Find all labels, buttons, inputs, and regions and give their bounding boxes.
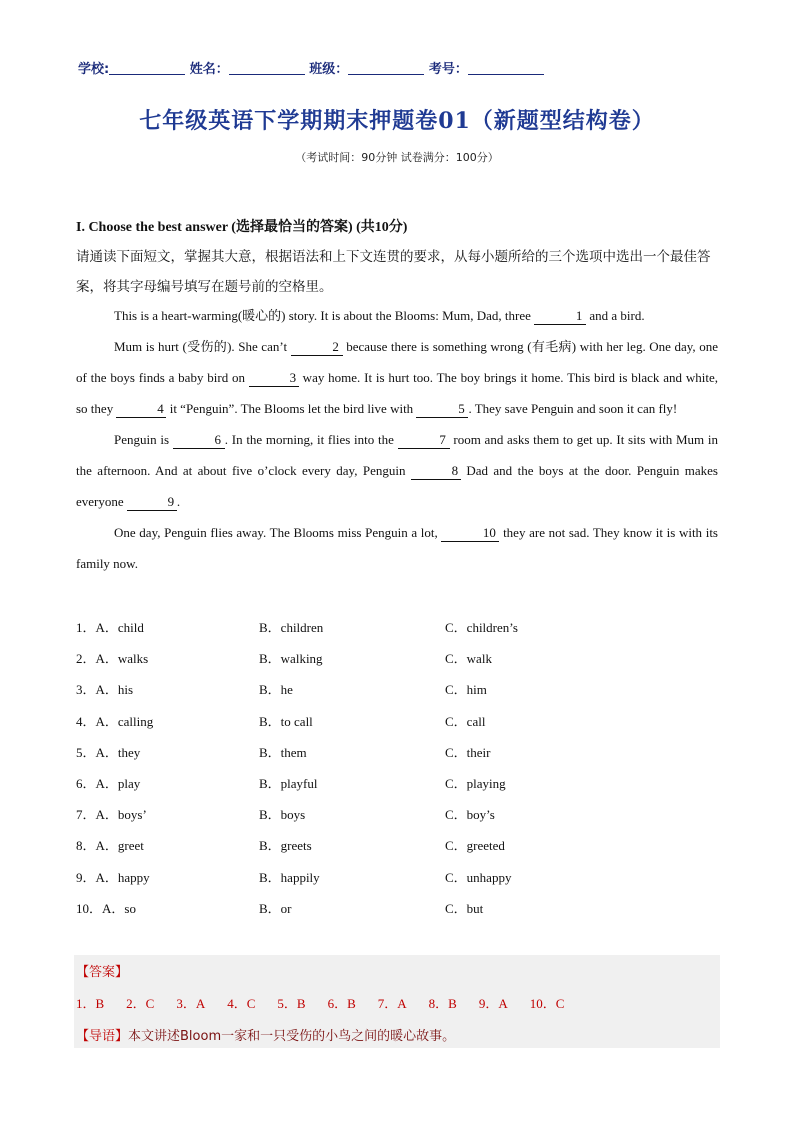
answer-item: 3．A — [176, 996, 206, 1011]
passage-paragraph: This is a heart-warming(暖心的) story. It is about the Blooms: Mum, Dad, three 1 and a bird. — [114, 308, 645, 323]
option-row — [76, 612, 718, 643]
class-field[interactable] — [348, 62, 424, 75]
option-a: 2．A．walks — [76, 651, 149, 667]
answer-item: 5．B — [277, 996, 306, 1011]
option-a: 10．A．so — [76, 900, 136, 916]
answer-options — [76, 612, 718, 924]
option-a: 3．A．his — [76, 682, 134, 698]
answer-item: 6．B — [327, 996, 356, 1011]
blank-2: 2 — [291, 339, 343, 356]
option-row — [76, 799, 718, 830]
school-field[interactable] — [109, 62, 185, 75]
school-label: 学校: — [78, 62, 110, 77]
name-field[interactable] — [229, 62, 305, 75]
guide-line — [76, 1025, 455, 1044]
blank-5: 5 — [416, 401, 468, 418]
guide-label: 【导语】 — [76, 1029, 129, 1044]
option-c: C．boy’s — [445, 807, 495, 823]
option-b: B．greets — [259, 838, 312, 854]
answer-item: 2．C — [126, 996, 155, 1011]
passage-paragraph: Penguin is 6 . In the morning, it flies into the 7 room and asks them to get up. It sits with Mum in the afternoon. And at about five o’clock every day, Penguin 8 Dad and the boys at the door. Penguin makes everyone 9 . — [76, 432, 718, 509]
option-c: C．their — [445, 744, 491, 760]
blank-8: 8 — [411, 463, 461, 480]
blank-7: 7 — [398, 432, 450, 449]
number-label: 考号： — [428, 62, 468, 77]
option-b: B．or — [259, 900, 292, 916]
passage-paragraph: Mum is hurt (受伤的). She can’t 2 because there is something wrong (有毛病) with her leg. One day, one of the boys finds a baby bird on 3 way home. It is hurt too. The boy brings it home. This bird is black and white, so they 4 it “Penguin”. The Blooms let the bird live with 5 . They save Penguin and soon it can fly! — [76, 339, 718, 416]
option-b: B．he — [259, 682, 293, 698]
answer-item: 9．A — [478, 996, 508, 1011]
blank-3: 3 — [249, 370, 299, 387]
option-row — [76, 893, 718, 924]
option-row — [76, 643, 718, 674]
option-row — [76, 862, 718, 893]
option-b: B．happily — [259, 869, 320, 885]
option-c: C．greeted — [445, 838, 505, 854]
blank-6: 6 — [173, 432, 225, 449]
page-title: 七年级英语下学期期末押题卷01（新题型结构卷） — [139, 108, 655, 134]
option-c: C．call — [445, 713, 486, 729]
option-a: 1．A．child — [76, 620, 144, 635]
option-row — [76, 737, 718, 768]
section-instruction: 请通读下面短文，掌握其大意，根据语法和上下文连贯的要求，从每小题所给的三个选项中选出一个最佳答案，将其字母编号填写在题号前的空格里。 — [76, 249, 711, 295]
option-c: C．unhappy — [445, 869, 512, 885]
answer-item: 8．B — [428, 996, 457, 1011]
option-b: B．boys — [259, 807, 306, 823]
option-row — [76, 830, 718, 861]
option-a: 5．A．they — [76, 744, 141, 760]
option-c: C．but — [445, 900, 484, 916]
passage-paragraph: One day, Penguin flies away. The Blooms miss Penguin a lot, 10 they are not sad. They know it is with its family now. — [76, 525, 718, 571]
option-c: C．playing — [445, 775, 506, 791]
name-label: 姓名： — [189, 62, 229, 77]
blank-1: 1 — [534, 308, 586, 325]
student-info-line — [78, 58, 544, 77]
option-a: 9．A．happy — [76, 869, 150, 885]
option-b: B．them — [259, 744, 307, 760]
option-a: 8．A．greet — [76, 838, 144, 854]
answer-list — [76, 993, 586, 1012]
blank-4: 4 — [116, 401, 166, 418]
reading-passage — [76, 300, 718, 579]
exam-info: （考试时间：90分钟 试卷满分：100分） — [295, 151, 499, 164]
answer-heading: 【答案】 — [76, 965, 129, 980]
class-label: 班级： — [309, 62, 349, 77]
guide-text: 本文讲述Bloom一家和一只受伤的小鸟之间的暖心故事。 — [128, 1029, 456, 1044]
option-b: B．to call — [259, 713, 313, 729]
blank-9: 9 — [127, 494, 177, 511]
answer-item: 10．C — [529, 996, 565, 1011]
option-row — [76, 674, 718, 705]
option-b: B．walking — [259, 651, 323, 667]
option-a: 4．A．calling — [76, 713, 154, 729]
blank-10: 10 — [441, 525, 499, 542]
option-b: B．playful — [259, 775, 318, 791]
option-c: C．walk — [445, 651, 492, 667]
option-a: 7．A．boys’ — [76, 807, 147, 823]
option-row — [76, 706, 718, 737]
section-heading: I. Choose the best answer (选择最恰当的答案) (共10分) — [76, 220, 408, 235]
answer-item: 7．A — [377, 996, 407, 1011]
number-field[interactable] — [468, 62, 544, 75]
answer-box — [74, 955, 720, 1048]
option-b: B．children — [259, 620, 324, 635]
answer-item: 4．C — [227, 996, 256, 1011]
option-a: 6．A．play — [76, 775, 141, 791]
option-row — [76, 768, 718, 799]
answer-item: 1．B — [76, 996, 105, 1011]
option-c: C．children’s — [445, 620, 518, 635]
option-c: C．him — [445, 682, 487, 698]
